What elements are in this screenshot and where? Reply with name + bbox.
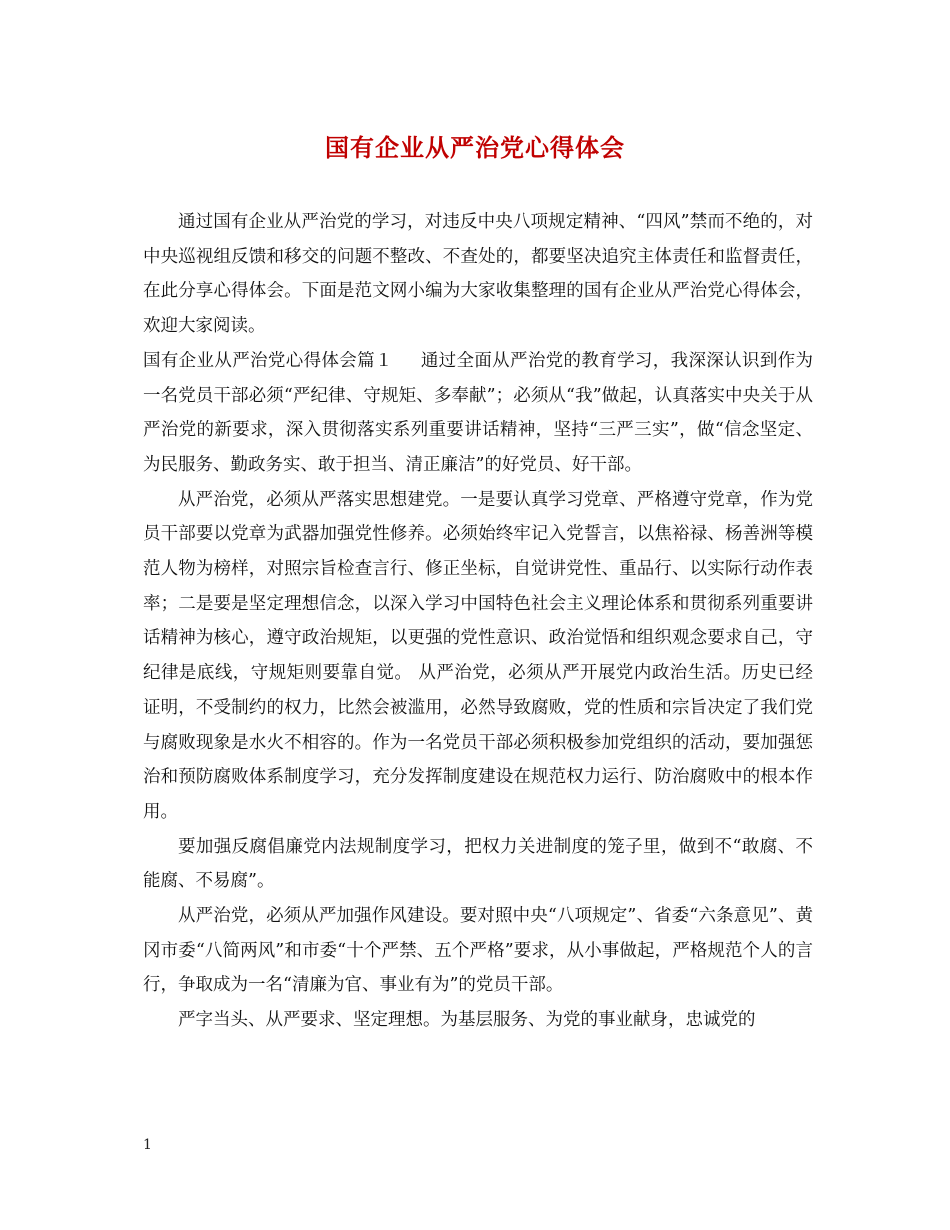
article-text: 通过全面从严治党的教育学习，我深深认识到作为一名党员干部必须“严纪律、守规矩、多奉献”；必须从“我”做起，认真落实中央关于从严治党的新要求，深入贯彻落实系列重要讲话精神，坚持“三严三实”，做“信念坚定、为民服务、勤政务实、敢于担当、清正廉洁”的好党员、好干部。: [143, 350, 814, 475]
article-paragraph: [143, 344, 813, 483]
body-paragraph: 严字当头、从严要求、坚定理想。为基层服务、为党的事业献身，忠诚党的: [178, 1010, 756, 1031]
page-number: 1: [143, 1137, 152, 1153]
body-paragraph: 从严治党，必须从严加强作风建设。要对照中央“八项规定”、省委“六条意见”、黄冈市委“八简两风”和市委“十个严禁、五个严格”要求，从小事做起，严格规范个人的言行，争取成为一名“清廉为官、事业有为”的党员干部。: [143, 906, 813, 996]
body-paragraph: 从严治党，必须从严落实思想建党。一是要认真学习党章、严格遵守党章，作为党员干部要以党章为武器加强党性修养。必须始终牢记入党誓言，以焦裕禄、杨善洲等模范人物为榜样，对照宗旨检查言行、修正坐标，自觉讲党性、重品行、以实际行动作表率；二是要是坚定理想信念，以深入学习中国特色社会主义理论体系和贯彻系列重要讲话精神为核心，遵守政治规矩，以更强的党性意识、政治觉悟和组织观念要求自己，守纪律是底线，守规矩则要靠自觉。 从严治党，必须从严开展党内政治生活。历史已经证明，不受制约的权力，比然会被滥用，必然导致腐败，党的性质和宗旨决定了我们党与腐败现象是水火不相容的。作为一名党员干部必须积极参加党组织的活动，要加强惩治和预防腐败体系制度学习，充分发挥制度建设在规范权力运行、防治腐败中的根本作用。: [143, 489, 813, 822]
article-heading: 国有企业从严治党心得体会篇１: [143, 350, 393, 371]
body-paragraph: 要加强反腐倡廉党内法规制度学习，把权力关进制度的笼子里，做到不“敢腐、不能腐、不易腐”。: [143, 836, 813, 892]
document-title: 国有企业从严治党心得体会: [325, 133, 625, 162]
intro-paragraph: 通过国有企业从严治党的学习，对违反中央八项规定精神、“四风”禁而不绝的，对中央巡视组反馈和移交的问题不整改、不查处的，都要坚决追究主体责任和监督责任，在此分享心得体会。下面是范文网小编为大家收集整理的国有企业从严治党心得体会，欢迎大家阅读。: [143, 212, 813, 337]
document-body: [143, 205, 813, 1038]
